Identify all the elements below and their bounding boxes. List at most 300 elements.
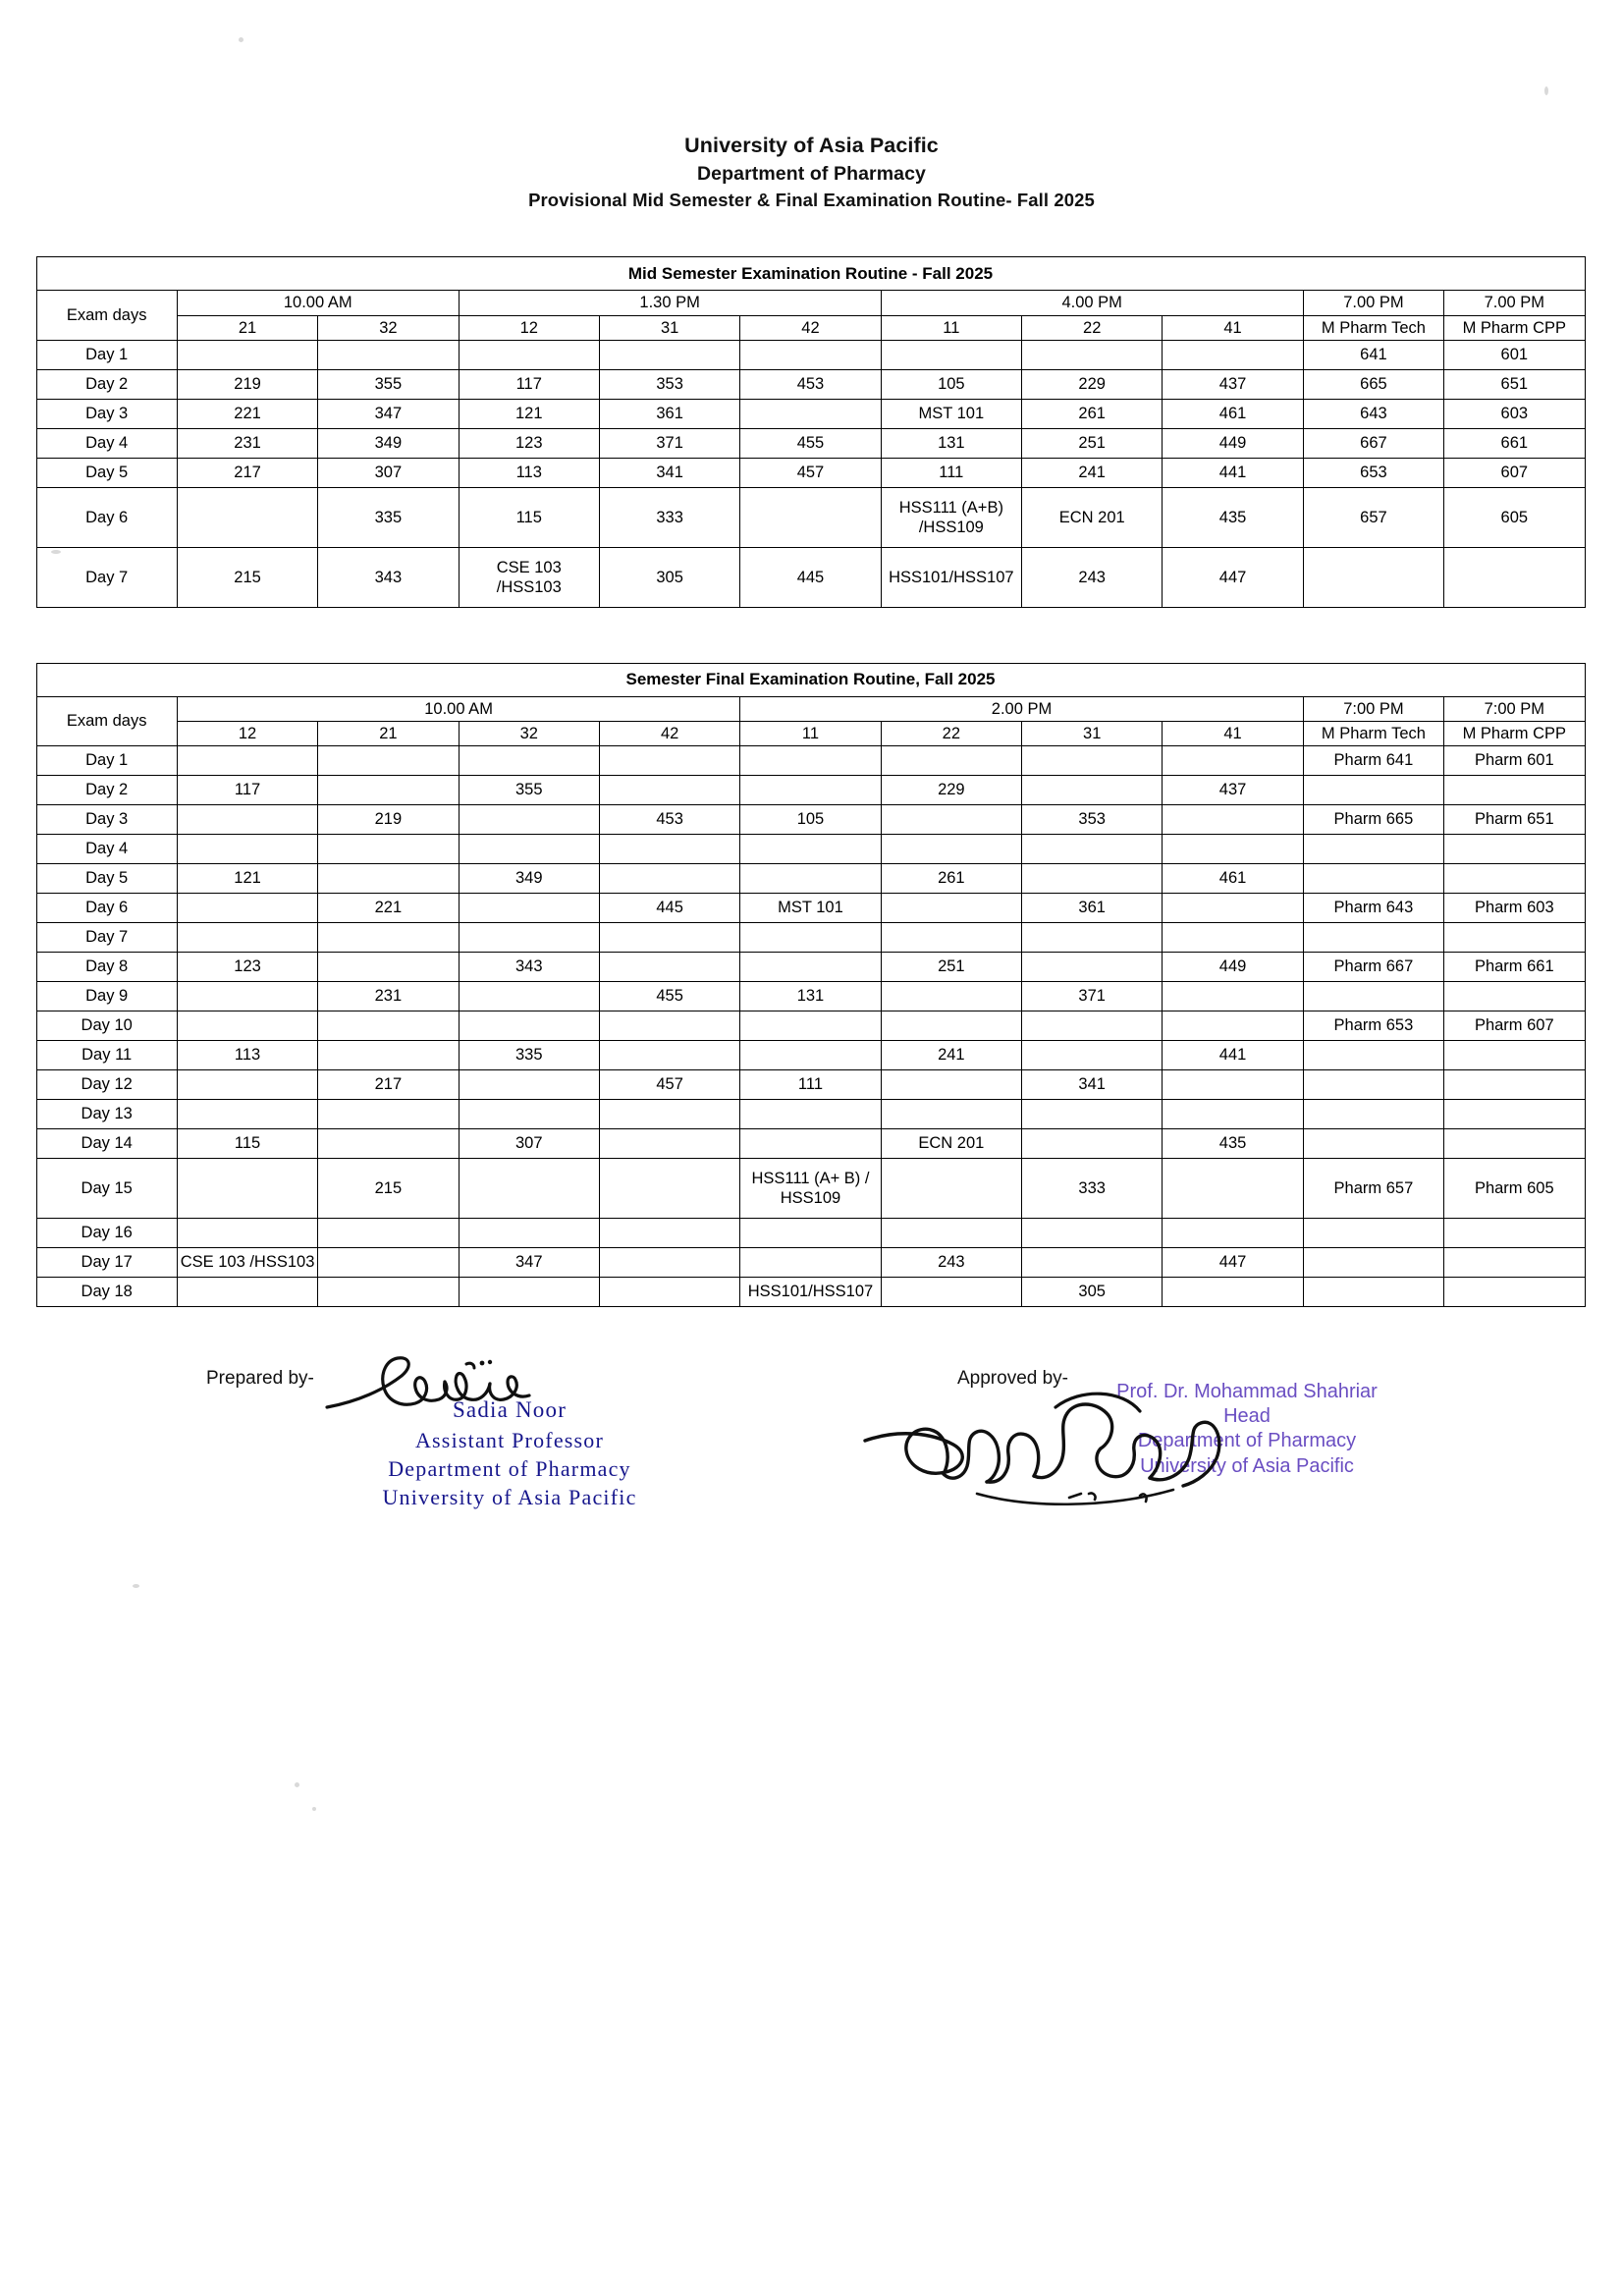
exam-cell — [1163, 745, 1303, 775]
exam-cell — [1022, 775, 1163, 804]
exam-day-label: Day 17 — [36, 1247, 177, 1277]
exam-cell — [599, 863, 739, 893]
exam-cell: 651 — [1444, 369, 1585, 399]
exam-cell: 453 — [599, 804, 739, 834]
exam-cell — [1022, 1247, 1163, 1277]
exam-cell: CSE 103 /HSS103 — [459, 547, 599, 607]
exam-cell — [740, 922, 881, 952]
exam-cell: 361 — [599, 399, 739, 428]
exam-cell — [740, 487, 881, 547]
exam-cell — [1163, 1099, 1303, 1128]
exam-cell — [459, 1158, 599, 1218]
section-header-row — [36, 315, 1585, 340]
exam-cell — [1444, 1099, 1585, 1128]
section-header-cell: 22 — [1022, 315, 1163, 340]
section-header-cell: M Pharm Tech — [1303, 315, 1443, 340]
exam-day-label: Day 8 — [36, 952, 177, 981]
exam-cell — [1022, 922, 1163, 952]
exam-day-label: Day 3 — [36, 804, 177, 834]
exam-day-label: Day 4 — [36, 428, 177, 458]
exam-cell: 241 — [1022, 458, 1163, 487]
exam-cell: 105 — [740, 804, 881, 834]
exam-day-label: Day 11 — [36, 1040, 177, 1069]
exam-cell: 305 — [599, 547, 739, 607]
exam-cell — [1303, 1040, 1443, 1069]
section-header-cell: 11 — [740, 721, 881, 745]
exam-day-label: Day 6 — [36, 893, 177, 922]
document-subtitle: Provisional Mid Semester & Final Examination Routine- Fall 2025 — [528, 190, 1095, 211]
exam-cell: 349 — [318, 428, 459, 458]
time-group-header-row — [36, 291, 1585, 315]
exam-cell — [1303, 1099, 1443, 1128]
exam-cell — [1022, 863, 1163, 893]
section-header-cell: 22 — [881, 721, 1021, 745]
section-header-cell: M Pharm CPP — [1444, 721, 1585, 745]
exam-cell — [177, 1099, 317, 1128]
exam-cell: 333 — [599, 487, 739, 547]
table-row — [36, 369, 1585, 399]
exam-cell — [1022, 1040, 1163, 1069]
exam-cell: Pharm 653 — [1303, 1011, 1443, 1040]
exam-cell — [740, 399, 881, 428]
exam-cell: 603 — [1444, 399, 1585, 428]
exam-cell: 113 — [177, 1040, 317, 1069]
table-row — [36, 340, 1585, 369]
table-row — [36, 1158, 1585, 1218]
exam-cell — [881, 804, 1021, 834]
exam-cell — [1303, 1218, 1443, 1247]
exam-cell: 347 — [459, 1247, 599, 1277]
exam-cell — [459, 893, 599, 922]
exam-cell — [318, 834, 459, 863]
exam-cell — [1163, 804, 1303, 834]
exam-cell: 307 — [318, 458, 459, 487]
exam-cell: 343 — [459, 952, 599, 981]
table-row — [36, 487, 1585, 547]
exam-cell — [1444, 1247, 1585, 1277]
table-row — [36, 834, 1585, 863]
table-row — [36, 863, 1585, 893]
exam-cell — [459, 1011, 599, 1040]
exam-day-label: Day 2 — [36, 775, 177, 804]
approved-by-title: Head — [1223, 1405, 1271, 1428]
exam-cell — [459, 1218, 599, 1247]
exam-cell — [740, 863, 881, 893]
exam-cell — [459, 981, 599, 1011]
exam-cell — [177, 1218, 317, 1247]
exam-cell: 353 — [1022, 804, 1163, 834]
approved-by-block — [957, 1368, 1507, 1479]
approved-by-organization: University of Asia Pacific — [1140, 1454, 1354, 1477]
exam-cell — [177, 893, 317, 922]
exam-cell — [177, 340, 317, 369]
mid-table-body — [36, 257, 1585, 607]
exam-cell — [1444, 981, 1585, 1011]
table-title: Mid Semester Examination Routine - Fall 2025 — [36, 257, 1585, 291]
exam-day-label: Day 7 — [36, 547, 177, 607]
exam-day-label: Day 5 — [36, 458, 177, 487]
exam-cell: MST 101 — [881, 399, 1021, 428]
exam-cell — [1444, 1069, 1585, 1099]
exam-cell: 105 — [881, 369, 1021, 399]
exam-cell — [318, 1099, 459, 1128]
exam-cell — [318, 340, 459, 369]
exam-day-label: Day 1 — [36, 745, 177, 775]
table-row — [36, 428, 1585, 458]
exam-cell: 123 — [177, 952, 317, 981]
exam-cell: 643 — [1303, 399, 1443, 428]
exam-cell: 219 — [177, 369, 317, 399]
exam-cell: 113 — [459, 458, 599, 487]
exam-cell — [318, 1218, 459, 1247]
time-slot-header: 2.00 PM — [740, 696, 1303, 721]
exam-cell — [599, 1128, 739, 1158]
exam-cell — [1444, 1040, 1585, 1069]
exam-cell — [1022, 340, 1163, 369]
exam-cell: 117 — [459, 369, 599, 399]
exam-cell: 335 — [459, 1040, 599, 1069]
exam-cell — [881, 893, 1021, 922]
exam-cell — [1022, 834, 1163, 863]
exam-cell — [318, 775, 459, 804]
exam-day-label: Day 2 — [36, 369, 177, 399]
final-table-body — [36, 663, 1585, 1306]
university-name: University of Asia Pacific — [684, 134, 939, 157]
exam-cell — [1163, 1158, 1303, 1218]
exam-cell — [1444, 1218, 1585, 1247]
exam-day-label: Day 12 — [36, 1069, 177, 1099]
exam-cell: 371 — [1022, 981, 1163, 1011]
exam-cell: Pharm 667 — [1303, 952, 1443, 981]
exam-cell: HSS111 (A+B) /HSS109 — [881, 487, 1021, 547]
exam-cell — [318, 1247, 459, 1277]
exam-cell: 217 — [177, 458, 317, 487]
exam-cell — [740, 1011, 881, 1040]
exam-cell: 665 — [1303, 369, 1443, 399]
section-header-cell: 11 — [881, 315, 1021, 340]
exam-cell: 241 — [881, 1040, 1021, 1069]
exam-cell — [599, 1099, 739, 1128]
exam-cell — [1163, 893, 1303, 922]
exam-cell — [740, 1128, 881, 1158]
exam-cell: 353 — [599, 369, 739, 399]
exam-cell — [1163, 981, 1303, 1011]
exam-cell: HSS111 (A+ B) / HSS109 — [740, 1158, 881, 1218]
exam-cell: 449 — [1163, 428, 1303, 458]
exam-cell — [177, 487, 317, 547]
time-slot-header: 7.00 PM — [1303, 291, 1443, 315]
section-header-cell: M Pharm Tech — [1303, 721, 1443, 745]
exam-cell — [177, 834, 317, 863]
exam-day-label: Day 6 — [36, 487, 177, 547]
exam-cell — [740, 952, 881, 981]
exam-cell — [599, 1218, 739, 1247]
exam-cell — [599, 1158, 739, 1218]
department-name: Department of Pharmacy — [696, 162, 927, 185]
exam-cell — [740, 1247, 881, 1277]
exam-cell: HSS101/HSS107 — [740, 1277, 881, 1306]
exam-cell — [177, 745, 317, 775]
exam-cell — [740, 340, 881, 369]
section-header-cell: 41 — [1163, 315, 1303, 340]
exam-cell — [881, 834, 1021, 863]
exam-cell: 349 — [459, 863, 599, 893]
section-header-cell: 12 — [459, 315, 599, 340]
exam-cell — [881, 1158, 1021, 1218]
exam-cell — [177, 981, 317, 1011]
exam-cell: 115 — [177, 1128, 317, 1158]
exam-cell: Pharm 657 — [1303, 1158, 1443, 1218]
exam-cell: 111 — [740, 1069, 881, 1099]
exam-cell — [1022, 1218, 1163, 1247]
exam-cell — [599, 1247, 739, 1277]
exam-cell: 229 — [1022, 369, 1163, 399]
exam-cell — [881, 981, 1021, 1011]
exam-cell — [881, 1099, 1021, 1128]
table-row — [36, 1218, 1585, 1247]
exam-cell — [881, 922, 1021, 952]
exam-cell — [318, 1040, 459, 1069]
exam-cell: 661 — [1444, 428, 1585, 458]
exam-cell — [1444, 1277, 1585, 1306]
section-header-cell: 32 — [459, 721, 599, 745]
exam-cell — [1163, 1218, 1303, 1247]
exam-cell: 219 — [318, 804, 459, 834]
exam-cell — [177, 1277, 317, 1306]
exam-cell — [318, 745, 459, 775]
exam-cell: 347 — [318, 399, 459, 428]
exam-cell — [599, 952, 739, 981]
section-header-cell: 21 — [177, 315, 317, 340]
exam-days-header: Exam days — [36, 696, 177, 745]
section-header-cell: 21 — [318, 721, 459, 745]
exam-cell: Pharm 641 — [1303, 745, 1443, 775]
exam-cell: 251 — [1022, 428, 1163, 458]
exam-day-label: Day 14 — [36, 1128, 177, 1158]
scan-speck — [312, 1807, 316, 1811]
exam-cell — [459, 1099, 599, 1128]
table-row — [36, 745, 1585, 775]
exam-cell — [318, 952, 459, 981]
exam-cell — [1163, 1069, 1303, 1099]
exam-cell: 447 — [1163, 1247, 1303, 1277]
exam-cell: 441 — [1163, 458, 1303, 487]
prepared-by-title: Assistant Professor — [414, 1427, 605, 1452]
exam-cell: 607 — [1444, 458, 1585, 487]
exam-cell: 243 — [881, 1247, 1021, 1277]
time-slot-header: 10.00 AM — [177, 291, 459, 315]
mid-semester-table-wrapper — [36, 256, 1588, 607]
exam-cell: 341 — [1022, 1069, 1163, 1099]
exam-cell: Pharm 603 — [1444, 893, 1585, 922]
exam-cell: HSS101/HSS107 — [881, 547, 1021, 607]
exam-cell — [177, 804, 317, 834]
exam-cell — [740, 1040, 881, 1069]
exam-cell: 437 — [1163, 775, 1303, 804]
table-row — [36, 1277, 1585, 1306]
exam-cell — [740, 1218, 881, 1247]
exam-cell: 231 — [318, 981, 459, 1011]
exam-cell — [740, 834, 881, 863]
exam-cell: 221 — [318, 893, 459, 922]
exam-cell: 461 — [1163, 399, 1303, 428]
exam-days-header: Exam days — [36, 291, 177, 340]
exam-cell: Pharm 601 — [1444, 745, 1585, 775]
exam-cell — [1303, 1277, 1443, 1306]
table-title: Semester Final Examination Routine, Fall 2025 — [36, 663, 1585, 696]
exam-cell — [881, 1011, 1021, 1040]
exam-day-label: Day 9 — [36, 981, 177, 1011]
exam-cell — [1163, 922, 1303, 952]
signature-area — [0, 1368, 1623, 1672]
exam-day-label: Day 18 — [36, 1277, 177, 1306]
exam-cell: 455 — [599, 981, 739, 1011]
exam-cell: 261 — [881, 863, 1021, 893]
exam-cell: 435 — [1163, 1128, 1303, 1158]
exam-cell — [177, 1158, 317, 1218]
exam-cell: 343 — [318, 547, 459, 607]
section-header-cell: M Pharm CPP — [1444, 315, 1585, 340]
exam-cell: 641 — [1303, 340, 1443, 369]
exam-day-label: Day 7 — [36, 922, 177, 952]
exam-cell: 457 — [599, 1069, 739, 1099]
exam-cell — [1303, 1128, 1443, 1158]
time-slot-header: 4.00 PM — [881, 291, 1303, 315]
exam-cell — [599, 1277, 739, 1306]
exam-cell: Pharm 651 — [1444, 804, 1585, 834]
exam-cell — [1444, 863, 1585, 893]
section-header-cell: 42 — [740, 315, 881, 340]
exam-cell — [599, 775, 739, 804]
exam-cell: 251 — [881, 952, 1021, 981]
exam-cell — [1444, 1128, 1585, 1158]
exam-day-label: Day 16 — [36, 1218, 177, 1247]
table-row — [36, 1247, 1585, 1277]
prepared-by-block — [206, 1368, 756, 1511]
exam-cell — [881, 340, 1021, 369]
exam-cell: 215 — [318, 1158, 459, 1218]
exam-cell — [1022, 1128, 1163, 1158]
exam-cell: Pharm 661 — [1444, 952, 1585, 981]
section-header-row — [36, 721, 1585, 745]
exam-day-label: Day 3 — [36, 399, 177, 428]
section-header-cell: 31 — [1022, 721, 1163, 745]
exam-cell: 355 — [459, 775, 599, 804]
table-row — [36, 893, 1585, 922]
exam-cell — [459, 340, 599, 369]
exam-cell — [459, 922, 599, 952]
exam-cell — [459, 804, 599, 834]
exam-cell — [1163, 1011, 1303, 1040]
exam-cell: CSE 103 /HSS103 — [177, 1247, 317, 1277]
section-header-cell: 42 — [599, 721, 739, 745]
exam-cell — [318, 922, 459, 952]
table-row — [36, 775, 1585, 804]
exam-cell — [1303, 863, 1443, 893]
document-header — [0, 0, 1623, 213]
exam-day-label: Day 5 — [36, 863, 177, 893]
table-row — [36, 399, 1585, 428]
exam-cell — [599, 745, 739, 775]
handwritten-signature-shahriar — [859, 1384, 1291, 1531]
exam-cell: 305 — [1022, 1277, 1163, 1306]
exam-cell — [1303, 1069, 1443, 1099]
exam-cell — [459, 1277, 599, 1306]
exam-cell: ECN 201 — [1022, 487, 1163, 547]
exam-cell: 455 — [740, 428, 881, 458]
exam-cell: Pharm 643 — [1303, 893, 1443, 922]
section-header-cell: 41 — [1163, 721, 1303, 745]
exam-cell — [318, 1011, 459, 1040]
exam-cell — [881, 1069, 1021, 1099]
exam-cell — [740, 1099, 881, 1128]
time-slot-header: 7:00 PM — [1444, 696, 1585, 721]
exam-cell: 117 — [177, 775, 317, 804]
prepared-by-label: Prepared by- — [206, 1367, 314, 1389]
exam-cell — [599, 340, 739, 369]
exam-cell — [881, 745, 1021, 775]
exam-cell — [459, 745, 599, 775]
exam-cell: 111 — [881, 458, 1021, 487]
exam-cell: 341 — [599, 458, 739, 487]
prepared-by-department: Department of Pharmacy — [388, 1455, 631, 1481]
time-slot-header: 7:00 PM — [1303, 696, 1443, 721]
exam-cell — [177, 1069, 317, 1099]
exam-cell: 437 — [1163, 369, 1303, 399]
exam-cell — [1303, 981, 1443, 1011]
exam-cell: Pharm 665 — [1303, 804, 1443, 834]
exam-day-label: Day 13 — [36, 1099, 177, 1128]
exam-cell: 605 — [1444, 487, 1585, 547]
exam-cell — [1022, 745, 1163, 775]
exam-cell: 355 — [318, 369, 459, 399]
exam-day-label: Day 10 — [36, 1011, 177, 1040]
table-row — [36, 458, 1585, 487]
exam-cell: 601 — [1444, 340, 1585, 369]
exam-cell: 447 — [1163, 547, 1303, 607]
exam-cell: 229 — [881, 775, 1021, 804]
time-slot-header: 10.00 AM — [177, 696, 739, 721]
table-row — [36, 1099, 1585, 1128]
table-row — [36, 1040, 1585, 1069]
prepared-by-organization: University of Asia Pacific — [382, 1485, 637, 1510]
exam-cell — [599, 834, 739, 863]
table-row — [36, 952, 1585, 981]
exam-cell: ECN 201 — [881, 1128, 1021, 1158]
exam-cell — [318, 863, 459, 893]
table-title-row — [36, 663, 1585, 696]
time-group-header-row — [36, 696, 1585, 721]
exam-cell: MST 101 — [740, 893, 881, 922]
exam-cell: 653 — [1303, 458, 1443, 487]
exam-cell — [1303, 547, 1443, 607]
exam-cell — [1022, 1099, 1163, 1128]
approved-by-name: Prof. Dr. Mohammad Shahriar — [1116, 1380, 1378, 1402]
exam-cell: 449 — [1163, 952, 1303, 981]
exam-cell — [318, 1277, 459, 1306]
exam-cell: 445 — [740, 547, 881, 607]
exam-cell — [881, 1277, 1021, 1306]
exam-cell — [1303, 922, 1443, 952]
exam-cell: 361 — [1022, 893, 1163, 922]
exam-cell: 243 — [1022, 547, 1163, 607]
table-row — [36, 922, 1585, 952]
exam-cell — [1163, 1277, 1303, 1306]
exam-cell: 115 — [459, 487, 599, 547]
exam-cell — [1163, 340, 1303, 369]
exam-cell: 453 — [740, 369, 881, 399]
exam-cell: 221 — [177, 399, 317, 428]
